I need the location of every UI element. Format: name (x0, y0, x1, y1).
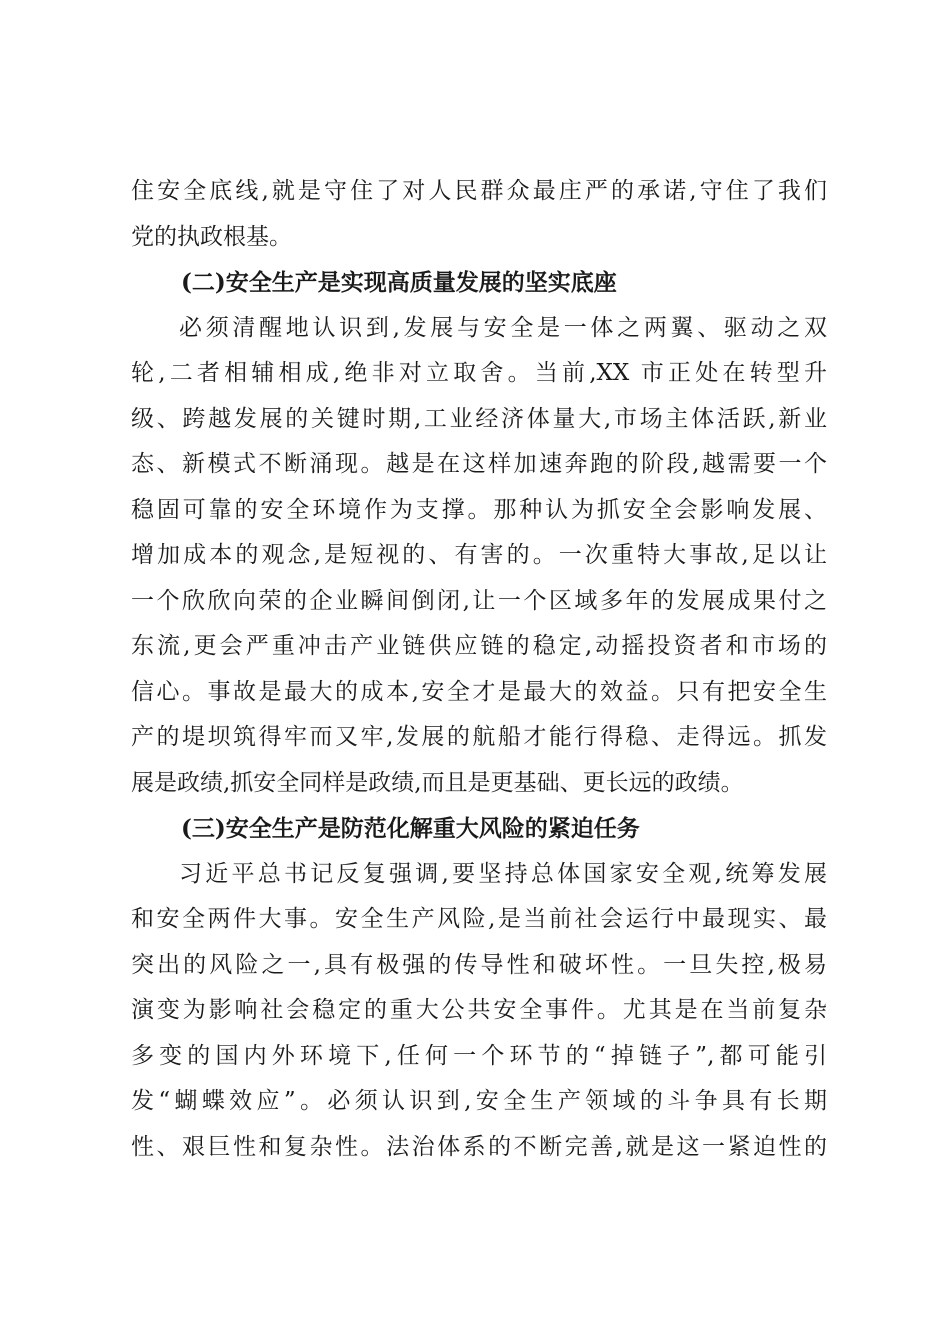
paragraph-line: 习近平总书记反复强调,要坚持总体国家安全观,统筹发展 (179, 860, 827, 887)
paragraph-line: 增加成本的观念,是短视的、有害的。一次重特大事故,足以让 (131, 542, 827, 568)
paragraph-line: 信心。事故是最大的成本,安全才是最大的效益。只有把安全生 (131, 678, 827, 705)
paragraph-line: 级、跨越发展的关键时期,工业经济体量大,市场主体活跃,新业 (131, 405, 827, 432)
section-heading: (二)安全生产是实现高质量发展的坚实底座 (181, 269, 617, 296)
paragraph-line: 党的执政根基。 (131, 223, 292, 250)
paragraph-line: 产的堤坝筑得牢而又牢,发展的航船才能行得稳、走得远。抓发 (131, 724, 827, 750)
paragraph-line: 稳固可靠的安全环境作为支撑。那种认为抓安全会影响发展、 (131, 496, 827, 523)
paragraph-line: 突出的风险之一,具有极强的传导性和破坏性。一旦失控,极易 (131, 951, 827, 978)
paragraph-line: 性、艰巨性和复杂性。法治体系的不断完善,就是这一紧迫性的 (131, 1133, 827, 1160)
paragraph-line: 态、新模式不断涌现。越是在这样加速奔跑的阶段,越需要一个 (131, 451, 827, 477)
document-body (131, 169, 827, 1170)
paragraph-line: 和安全两件大事。安全生产风险,是当前社会运行中最现实、最 (131, 906, 827, 932)
section-heading: (三)安全生产是防范化解重大风险的紧迫任务 (181, 815, 640, 842)
paragraph-line: 一个欣欣向荣的企业瞬间倒闭,让一个区域多年的发展成果付之 (131, 587, 827, 614)
paragraph-line: 展是政绩,抓安全同样是政绩,而且是更基础、更长远的政绩。 (131, 769, 744, 796)
paragraph-line: 轮,二者相辅相成,绝非对立取舍。当前,XX 市正处在转型升 (131, 360, 827, 386)
paragraph-line: 东流,更会严重冲击产业链供应链的稳定,动摇投资者和市场的 (131, 633, 827, 659)
paragraph-line: 住安全底线,就是守住了对人民群众最庄严的承诺,守住了我们 (131, 178, 827, 204)
paragraph-line: 演变为影响社会稳定的重大公共安全事件。尤其是在当前复杂 (131, 997, 827, 1023)
paragraph-line: 必须清醒地认识到,发展与安全是一体之两翼、驱动之双 (179, 314, 827, 341)
paragraph-line: 多变的国内外环境下,任何一个环节的“掉链子”,都可能引 (131, 1042, 827, 1069)
paragraph-line: 发“蝴蝶效应”。必须认识到,安全生产领域的斗争具有长期 (131, 1088, 827, 1114)
